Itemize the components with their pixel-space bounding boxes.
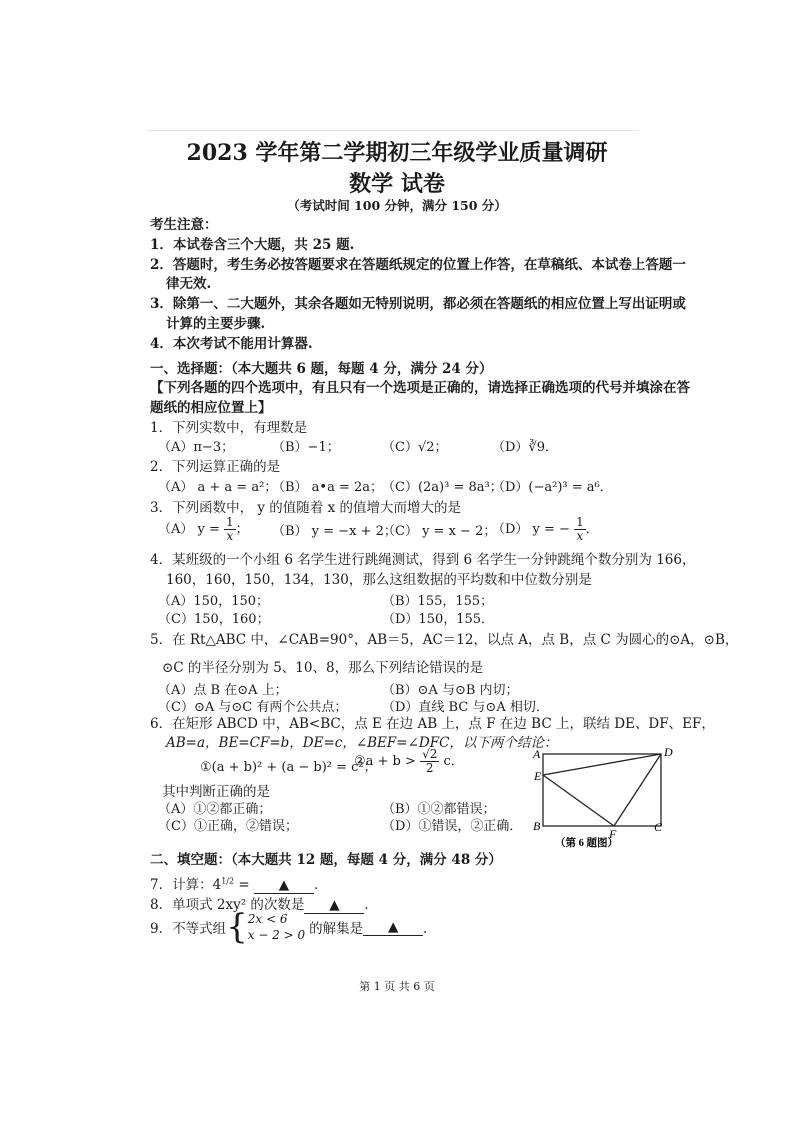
top-rule [148, 130, 638, 131]
q8-prefix: 8．单项式 2xy² 的次数是 [150, 897, 305, 913]
q2-option-b: （B） a•a = 2a； [272, 480, 384, 495]
q2-option-d: （D）(−a²)³ = a⁶． [492, 480, 613, 495]
q2-option-c: （C）(2a)³ = 8a³； [382, 480, 503, 495]
q6-c2-num: √2 [422, 747, 438, 761]
q7-end: ． [313, 877, 328, 893]
q6-figure [520, 742, 680, 850]
q5-stem-2: ⊙C 的半径分别为 5、10、8，那么下列结论错误的是 [162, 660, 484, 676]
q6-stem-1: 6．在矩形 ABCD 中，AB<BC，点 E 在边 AB 上，点 F 在边 BC 上，联结 DE、DF、EF， [150, 716, 715, 732]
q3-option-c: （C） y = x − 2； [382, 524, 497, 539]
q6-c2-den: 2 [425, 761, 434, 775]
q6-stem-2: AB=a，BE=CF=b，DE=c，∠BEF=∠DFC，以下两个结论： [166, 735, 558, 751]
q3-a-suffix: ； [235, 522, 249, 537]
segment-df [614, 754, 661, 826]
q9-prefix: 9．不等式组 [150, 921, 227, 937]
q5-option-b: （B）⊙A 与⊙B 内切； [382, 683, 519, 698]
q9-end: ． [423, 921, 437, 937]
q3-a-den: x [226, 529, 234, 543]
q9 [150, 907, 437, 947]
q3-option-b: （B） y = −x + 2； [272, 524, 397, 539]
q1-option-c: （C）√2； [382, 440, 448, 455]
q3-a-num: 1 [226, 515, 234, 529]
q6-conclusion-2 [354, 748, 464, 775]
q5-option-d: （D）直线 BC 与⊙A 相切． [382, 700, 549, 715]
q4-option-b: （B）155，155； [382, 594, 494, 609]
section2-heading: 二、填空题：（本大题共 12 题，每题 4 分，满分 48 分） [150, 852, 502, 868]
q1-option-d: （D）∛9． [492, 440, 558, 455]
notice-heading: 考生注意： [150, 217, 218, 233]
q7-equals: = [234, 877, 254, 893]
q6-c2-prefix: ②a + b > [354, 754, 416, 769]
segment-de [543, 754, 661, 775]
q4-stem-2: 160，160，150，134，130，那么这组数据的平均数和中位数分别是 [166, 572, 592, 588]
q3-d-num: 1 [576, 515, 584, 529]
notice-item-3: 3．除第一、二大题外，其余各题如无特别说明，都必须在答题纸的相应位置上写出证明或 [150, 296, 686, 312]
q6-option-c: （C）①正确，②错误； [158, 819, 298, 834]
figure-caption: （第 6 题图） [555, 838, 618, 849]
q6-conclusion-1: ①(a + b)² + (a − b)² = c²； [200, 760, 377, 775]
q9-brace-icon: { [226, 907, 248, 947]
q6-option-d: （D）①错误，②正确． [382, 819, 523, 834]
q9-answer-blank[interactable]: ▲ [363, 919, 423, 936]
q6-judge: 其中判断正确的是 [162, 784, 270, 800]
section1-instruction-1: 【下列各题的四个选项中，有且只有一个选项是正确的，请选择正确选项的代号并填涂在答 [150, 380, 690, 396]
q9-suffix: 的解集是 [309, 921, 364, 937]
q1-stem: 1．下列实数中，有理数是 [150, 420, 308, 436]
q4-option-a: （A）150，150； [158, 594, 270, 609]
q4-option-c: （C）150，160； [158, 612, 270, 627]
q3-a-prefix: （A） y = [158, 522, 220, 537]
exam-subtitle: 数学 试卷 [349, 171, 445, 197]
q9-inequality-1: 2x < 6 [247, 912, 288, 926]
label-c: C [654, 820, 663, 834]
q4-option-d: （D）150，155． [382, 612, 495, 627]
section1-instruction-2: 题纸的相应位置上】 [150, 400, 272, 416]
q3-d-prefix: （D） y = − [492, 522, 570, 537]
q4-stem-1: 4．某班级的一个小组 6 名学生进行跳绳测试，得到 6 名学生一分钟跳绳个数分别为 166， [150, 552, 696, 568]
q7 [150, 873, 327, 894]
q3-d-den: x [576, 529, 584, 543]
q8-end: ． [364, 897, 378, 913]
q3-d-suffix: ． [585, 522, 599, 537]
q3-option-d [492, 516, 599, 543]
time-note: （考试时间 100 分钟，满分 150 分） [287, 198, 507, 213]
page-footer: 第 1 页 共 6 页 [359, 980, 435, 993]
q1-option-a: （A）π−3； [158, 440, 235, 455]
label-d: D [664, 745, 673, 759]
section1-heading: 一、选择题：（本大题共 6 题，每题 4 分，满分 24 分） [150, 361, 493, 377]
q9-system [248, 911, 305, 943]
notice-item-2-cont: 律无效. [166, 276, 212, 292]
q2-option-a: （A） a + a = a²； [158, 480, 278, 495]
notice-item-2: 2．答题时，考生务必按答题要求在答题纸规定的位置上作答，在草稿纸、本试卷上答题一 [150, 257, 686, 273]
label-e: E [534, 769, 542, 783]
q6-option-a: （A）①②都正确； [158, 802, 272, 817]
q5-option-c: （C）⊙A 与⊙C 有两个公共点； [158, 700, 348, 715]
label-a: A [533, 747, 541, 761]
label-b: B [533, 819, 541, 833]
q3-option-a [158, 516, 249, 543]
q7-exponent: 1/2 [221, 876, 235, 886]
q6-c2-fraction [420, 748, 439, 775]
q3-d-fraction [574, 516, 586, 543]
q5-stem-1: 5．在 Rt△ABC 中，∠CAB=90°，AB＝5，AC＝12，以点 A，点 B，点 C 为圆心的⊙A，⊙B， [150, 632, 739, 648]
q6-option-b: （B）①②都错误； [382, 802, 496, 817]
q7-prefix: 7．计算： [150, 877, 213, 893]
notice-item-1: 1．本试卷含三个大题，共 25 题. [150, 237, 355, 253]
q3-stem: 3．下列函数中， y 的值随着 x 的值增大而增大的是 [150, 500, 461, 516]
q1-option-b: （B）−1； [272, 440, 340, 455]
label-f: F [609, 827, 617, 841]
q6-c2-suffix: c． [443, 754, 464, 769]
q5-option-a: （A）点 B 在⊙A 上； [158, 683, 288, 698]
q9-inequality-2: x − 2 > 0 [247, 928, 306, 942]
notice-item-4: 4．本次考试不能用计算器. [150, 336, 313, 352]
notice-item-3-cont: 计算的主要步骤. [166, 316, 266, 332]
segment-ef [543, 775, 614, 826]
q7-answer-blank[interactable]: ▲ [254, 877, 314, 894]
q2-stem: 2．下列运算正确的是 [150, 459, 281, 475]
q3-a-fraction [224, 516, 236, 543]
exam-title: 2023 学年第二学期初三年级学业质量调研 [186, 140, 608, 166]
q8-answer-blank[interactable]: ▲ [304, 897, 364, 914]
q7-base: 4 [212, 877, 222, 893]
